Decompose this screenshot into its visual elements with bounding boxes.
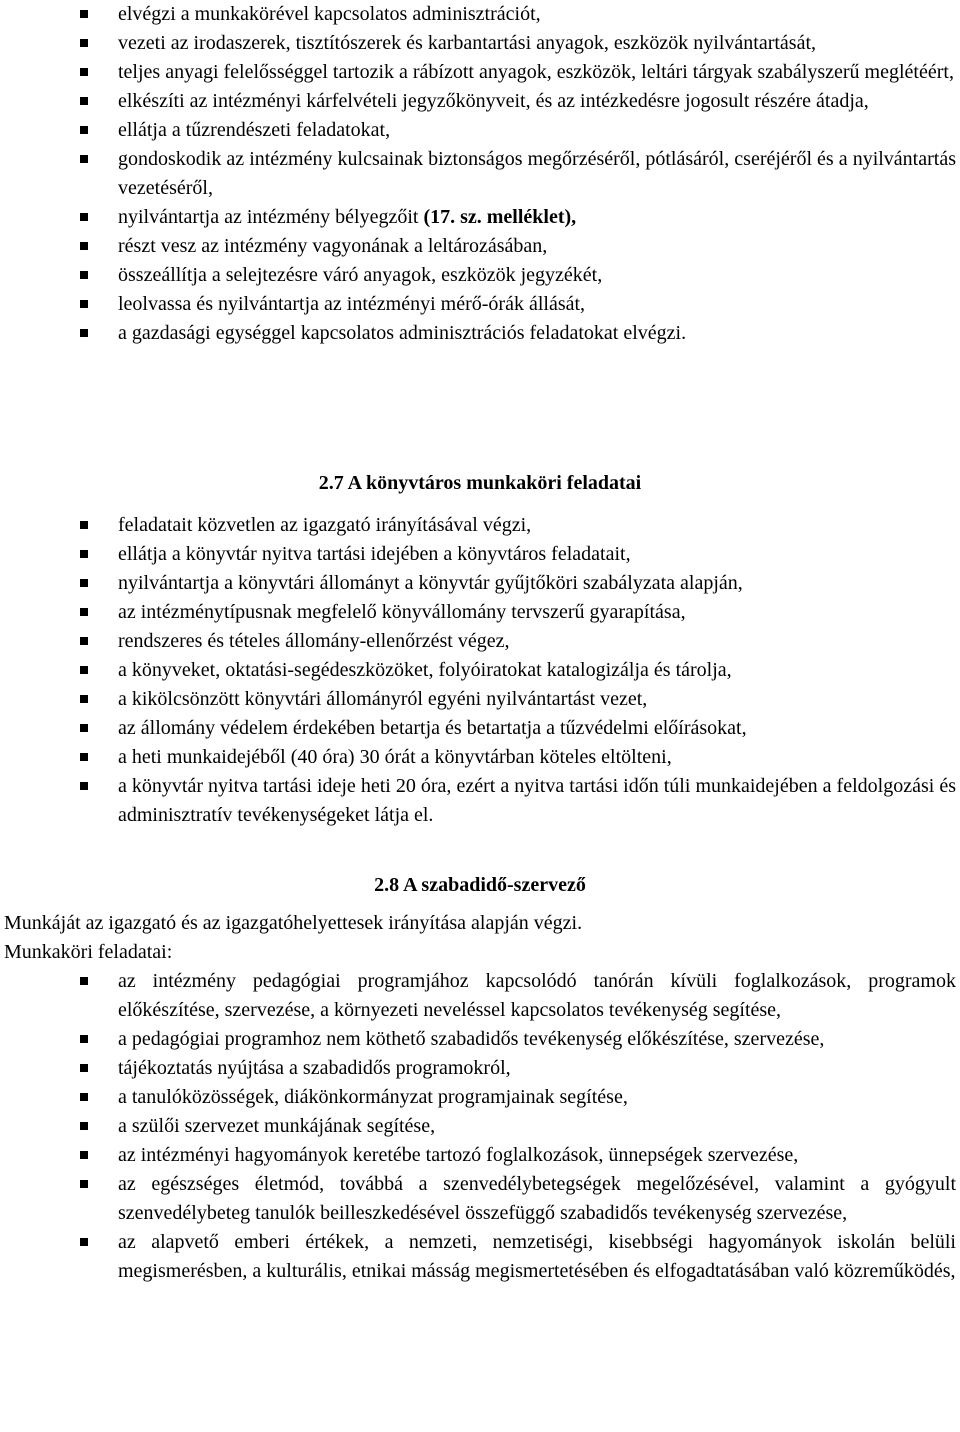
- list-item: összeállítja a selejtezésre váró anyagok, eszközök jegyzékét,: [0, 261, 960, 290]
- list-item: az intézménytípusnak megfelelő könyvállomány tervszerű gyarapítása,: [0, 598, 960, 627]
- intro-paragraph: Munkáját az igazgató és az igazgatóhelyettesek irányítása alapján végzi.: [4, 912, 583, 934]
- section-librarian-list: [0, 511, 960, 830]
- list-item: nyilvántartja a könyvtári állományt a könyvtár gyűjtőköri szabályzata alapján,: [0, 569, 960, 598]
- list-item: az intézmény pedagógiai programjához kapcsolódó tanórán kívüli foglalkozások, programok előkészítése, szervezése, a környezeti neveléssel kapcsolatos tevékenység segítése,: [0, 967, 960, 1025]
- section-top-list: [0, 0, 960, 348]
- list-item: az egészséges életmód, továbbá a szenvedélybetegségek megelőzésével, valamint a gyógyult szenvedélybeteg tanulók beilleszkedésével összefüggő szabadidős tevékenység szervezése,: [0, 1170, 960, 1228]
- list-item: [0, 203, 960, 232]
- heading-text: 2.8 A szabadidő-szervező: [374, 874, 586, 896]
- list-item: a heti munkaidejéből (40 óra) 30 órát a könyvtárban köteles eltölteni,: [0, 743, 960, 772]
- duties-subheading: Munkaköri feladatai:: [4, 941, 173, 963]
- attachment-reference: (17. sz. melléklet),: [423, 206, 577, 228]
- list-item: vezeti az irodaszerek, tisztítószerek és karbantartási anyagok, eszközök nyilvántartását,: [0, 29, 960, 58]
- list-item: elvégzi a munkakörével kapcsolatos adminisztrációt,: [0, 0, 960, 29]
- list-item: az intézményi hagyományok keretébe tartozó foglalkozások, ünnepségek szervezése,: [0, 1141, 960, 1170]
- list-item: elkészíti az intézményi kárfelvételi jegyzőkönyveit, és az intézkedésre jogosult részére átadja,: [0, 87, 960, 116]
- section-leisure-list: [0, 967, 960, 1286]
- list-item: a tanulóközösségek, diákönkormányzat programjainak segítése,: [0, 1083, 960, 1112]
- list-item: feladatait közvetlen az igazgató irányításával végzi,: [0, 511, 960, 540]
- list-item: ellátja a könyvtár nyitva tartási idejében a könyvtáros feladatait,: [0, 540, 960, 569]
- list-item: leolvassa és nyilvántartja az intézményi mérő-órák állását,: [0, 290, 960, 319]
- section-heading-leisure-organizer: [0, 871, 960, 900]
- list-item: a gazdasági egységgel kapcsolatos adminisztrációs feladatokat elvégzi.: [0, 319, 960, 348]
- list-item: a könyvtár nyitva tartási ideje heti 20 óra, ezért a nyitva tartási időn túli munkaidejében a feldolgozási és adminisztratív tevékenységeket látja el.: [0, 772, 960, 830]
- list-item: a kikölcsönzött könyvtári állományról egyéni nyilvántartást vezet,: [0, 685, 960, 714]
- section-heading-librarian: 2.7 A könyvtáros munkaköri feladatai: [318, 472, 642, 494]
- list-item: az alapvető emberi értékek, a nemzeti, nemzetiségi, kisebbségi hagyományok iskolán belüli megismerésben, a kulturális, etnikai másság megismertetésében és elfogadtatásában való közreműködés,: [0, 1228, 960, 1286]
- list-item: az állomány védelem érdekében betartja és betartatja a tűzvédelmi előírásokat,: [0, 714, 960, 743]
- list-item: a szülői szervezet munkájának segítése,: [0, 1112, 960, 1141]
- list-item: tájékoztatás nyújtása a szabadidős programokról,: [0, 1054, 960, 1083]
- list-item: a könyveket, oktatási-segédeszközöket, folyóiratokat katalogizálja és tárolja,: [0, 656, 960, 685]
- list-item: a pedagógiai programhoz nem köthető szabadidős tevékenység előkészítése, szervezése,: [0, 1025, 960, 1054]
- list-item-text: nyilvántartja az intézmény bélyegzőit: [118, 206, 419, 228]
- list-item: részt vesz az intézmény vagyonának a leltározásában,: [0, 232, 960, 261]
- list-item: teljes anyagi felelősséggel tartozik a rábízott anyagok, eszközök, leltári tárgyak szabályszerű meglétéért,: [0, 58, 960, 87]
- list-item: ellátja a tűzrendészeti feladatokat,: [0, 116, 960, 145]
- list-item: gondoskodik az intézmény kulcsainak biztonságos megőrzéséről, pótlásáról, cseréjéről és a nyilvántartás vezetéséről,: [0, 145, 960, 203]
- list-item: rendszeres és tételes állomány-ellenőrzést végez,: [0, 627, 960, 656]
